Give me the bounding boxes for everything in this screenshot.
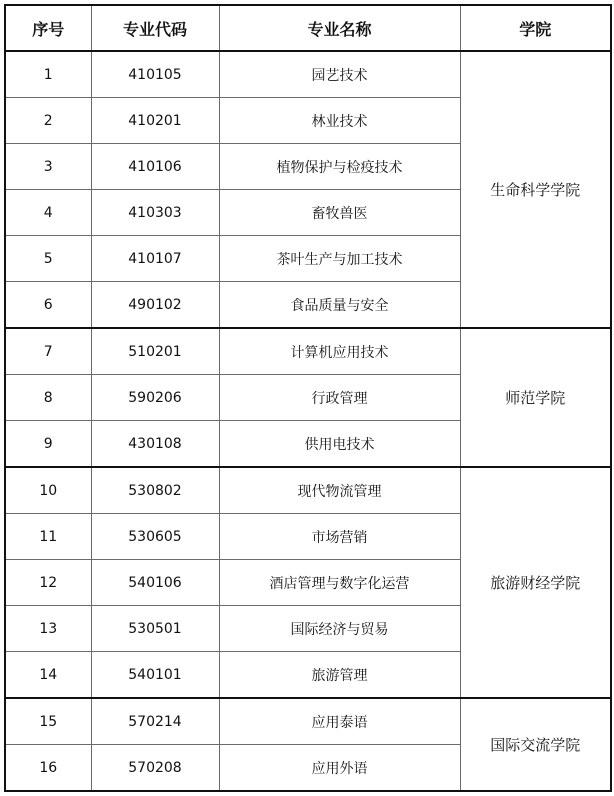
row-major-name: 园艺技术: [219, 51, 460, 98]
row-major-name: 食品质量与安全: [219, 282, 460, 329]
row-code: 430108: [91, 421, 219, 468]
row-major-name: 茶叶生产与加工技术: [219, 236, 460, 282]
row-code: 590206: [91, 375, 219, 421]
row-major-name: 畜牧兽医: [219, 190, 460, 236]
row-code: 410105: [91, 51, 219, 98]
row-index: 16: [5, 745, 91, 792]
row-index: 1: [5, 51, 91, 98]
college-cell-normal: 师范学院: [460, 328, 611, 467]
row-index: 3: [5, 144, 91, 190]
row-code: 570214: [91, 698, 219, 745]
row-index: 9: [5, 421, 91, 468]
row-index: 13: [5, 606, 91, 652]
row-code: 540101: [91, 652, 219, 699]
table-row: [5, 328, 611, 375]
row-major-name: 应用泰语: [219, 698, 460, 745]
row-major-name: 国际经济与贸易: [219, 606, 460, 652]
header-college: 学院: [460, 5, 611, 51]
row-code: 510201: [91, 328, 219, 375]
header-code: 专业代码: [91, 5, 219, 51]
table-row: [5, 51, 611, 98]
row-code: 540106: [91, 560, 219, 606]
row-code: 530501: [91, 606, 219, 652]
row-major-name: 应用外语: [219, 745, 460, 792]
college-cell-international: 国际交流学院: [460, 698, 611, 791]
row-index: 5: [5, 236, 91, 282]
table-row: [5, 467, 611, 514]
row-index: 14: [5, 652, 91, 699]
row-major-name: 行政管理: [219, 375, 460, 421]
header-row: [5, 5, 611, 51]
row-index: 2: [5, 98, 91, 144]
row-major-name: 市场营销: [219, 514, 460, 560]
row-index: 4: [5, 190, 91, 236]
majors-table: [4, 4, 612, 792]
row-major-name: 林业技术: [219, 98, 460, 144]
row-index: 10: [5, 467, 91, 514]
row-major-name: 计算机应用技术: [219, 328, 460, 375]
row-major-name: 旅游管理: [219, 652, 460, 699]
row-code: 570208: [91, 745, 219, 792]
row-code: 530605: [91, 514, 219, 560]
row-index: 11: [5, 514, 91, 560]
row-code: 490102: [91, 282, 219, 329]
row-index: 15: [5, 698, 91, 745]
row-code: 530802: [91, 467, 219, 514]
row-code: 410106: [91, 144, 219, 190]
row-code: 410303: [91, 190, 219, 236]
row-index: 8: [5, 375, 91, 421]
row-index: 7: [5, 328, 91, 375]
row-major-name: 酒店管理与数字化运营: [219, 560, 460, 606]
college-cell-life-sciences: 生命科学学院: [460, 51, 611, 328]
row-code: 410107: [91, 236, 219, 282]
row-code: 410201: [91, 98, 219, 144]
table-row: [5, 698, 611, 745]
row-major-name: 现代物流管理: [219, 467, 460, 514]
college-cell-tourism-finance: 旅游财经学院: [460, 467, 611, 698]
row-major-name: 植物保护与检疫技术: [219, 144, 460, 190]
row-index: 6: [5, 282, 91, 329]
row-index: 12: [5, 560, 91, 606]
header-name: 专业名称: [219, 5, 460, 51]
header-index: 序号: [5, 5, 91, 51]
row-major-name: 供用电技术: [219, 421, 460, 468]
